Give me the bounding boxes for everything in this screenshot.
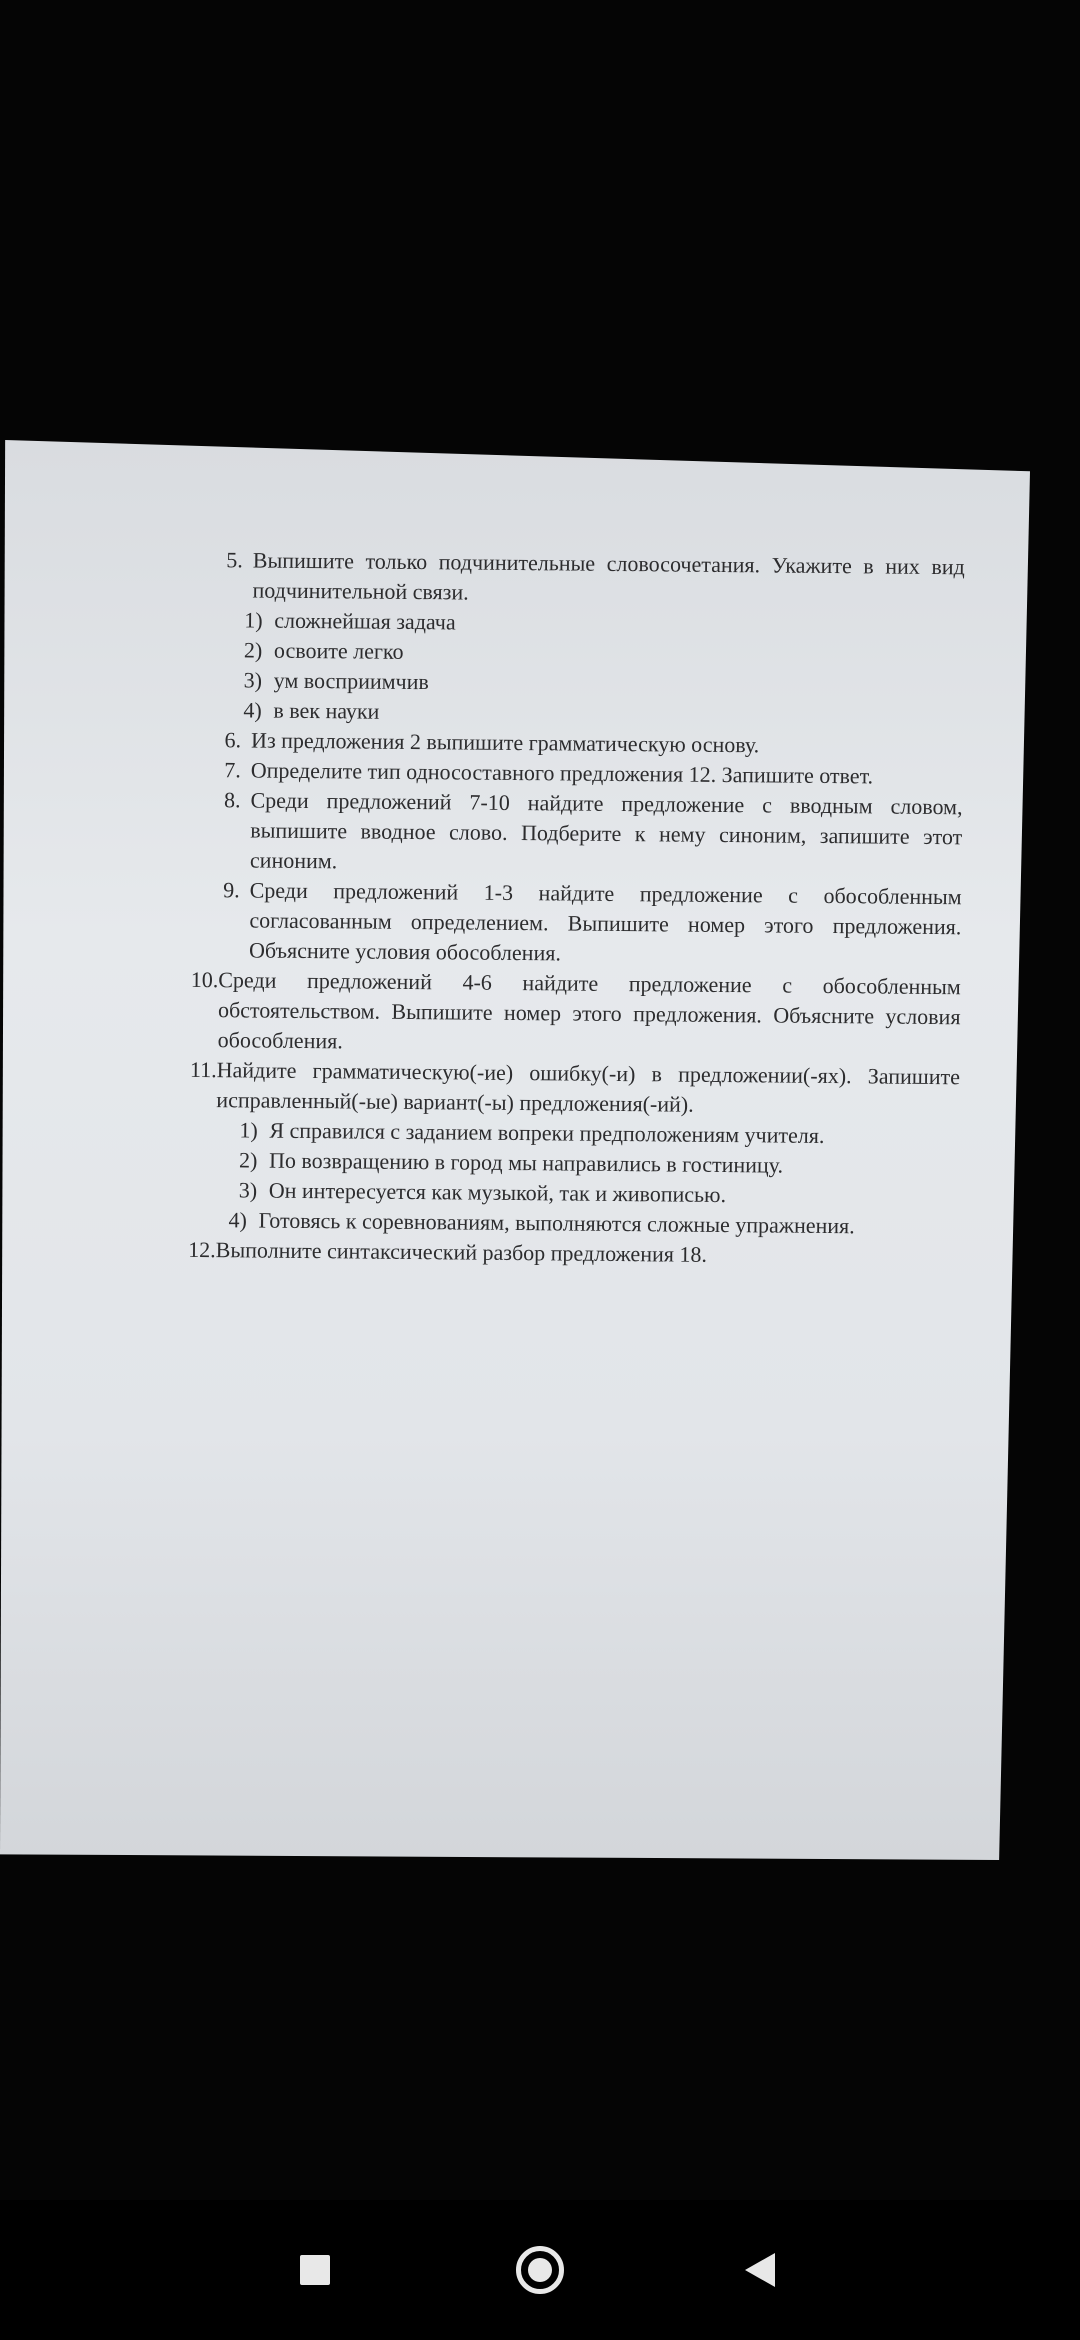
task-text: Из предложения 2 выпишите грамматическую основу. <box>251 727 760 758</box>
task-item <box>190 965 961 1062</box>
task-item <box>202 785 963 882</box>
task-item <box>201 875 962 972</box>
subitem-text: сложнейшая задача <box>274 607 456 635</box>
task-number: 5. <box>226 547 243 573</box>
subitem-number: 4) <box>228 1207 247 1233</box>
task-item <box>204 545 965 612</box>
subitem-number: 3) <box>243 667 263 693</box>
task-text: Выпишите только подчинительные словосочетания. Укажите в них вид подчинительной связи. <box>252 547 965 605</box>
task-text: Выполните синтаксический разбор предложения 18. <box>215 1237 708 1267</box>
home-button[interactable] <box>505 2235 575 2305</box>
task-text: Найдите грамматическую(-ие) ошибку(-и) в предложении(-ях). Запишите исправленный(-ые) вариант(-ы) предложения(-ий). <box>216 1057 961 1117</box>
recents-button[interactable] <box>280 2235 350 2305</box>
subitem-number: 2) <box>243 637 263 663</box>
task-number: 10. <box>190 966 219 993</box>
subitem-number: 3) <box>238 1177 258 1203</box>
subitem-text: Готовясь к соревнованиям, выполняются сложные упражнения. <box>258 1207 855 1239</box>
back-button[interactable] <box>725 2235 795 2305</box>
subitem-number: 1) <box>244 607 263 633</box>
subitem-number: 2) <box>238 1147 258 1173</box>
task-text: Среди предложений 1-3 найдите предложение с обособленным согласованным определением. Выпишите номер этого предложения. Объясните условия обособления. <box>248 877 962 966</box>
task-number: 12. <box>188 1236 216 1263</box>
subitem-number: 4) <box>243 697 262 723</box>
subitem-text: По возвращению в город мы направились в гостиницу. <box>268 1147 784 1178</box>
task-number: 6. <box>224 727 242 753</box>
android-nav-bar <box>0 2200 1080 2340</box>
subitem-text: ум восприимчив <box>273 667 429 695</box>
circle-home-icon <box>516 2246 564 2294</box>
triangle-back-icon <box>745 2253 775 2287</box>
task-number: 11. <box>189 1056 217 1083</box>
subitem-text: в век науки <box>273 697 380 724</box>
square-icon <box>300 2255 330 2285</box>
document-content <box>188 545 965 1272</box>
subitem-text: освоите легко <box>273 637 404 664</box>
task-text: Среди предложений 7-10 найдите предложение с вводным словом, выпишите вводное слово. Подберите к нему синоним, запишите этот синоним. <box>249 787 963 874</box>
subitem-number: 1) <box>239 1117 258 1143</box>
task-number: 8. <box>223 787 241 813</box>
subitem-text: Он интересуется как музыкой, так и живописью. <box>268 1177 727 1208</box>
task-number: 9. <box>223 877 240 903</box>
task-item <box>189 1055 961 1122</box>
subitem-text: Я справился с заданием вопреки предположениям учителя. <box>269 1117 825 1148</box>
task-text: Среди предложений 4-6 найдите предложение с обособленным обстоятельством. Выпишите номер этого предложения. Объясните условия обособления. <box>217 967 961 1054</box>
task-number: 7. <box>224 757 241 783</box>
task-text: Определите тип односоставного предложения 12. Запишите ответ. <box>250 757 874 789</box>
